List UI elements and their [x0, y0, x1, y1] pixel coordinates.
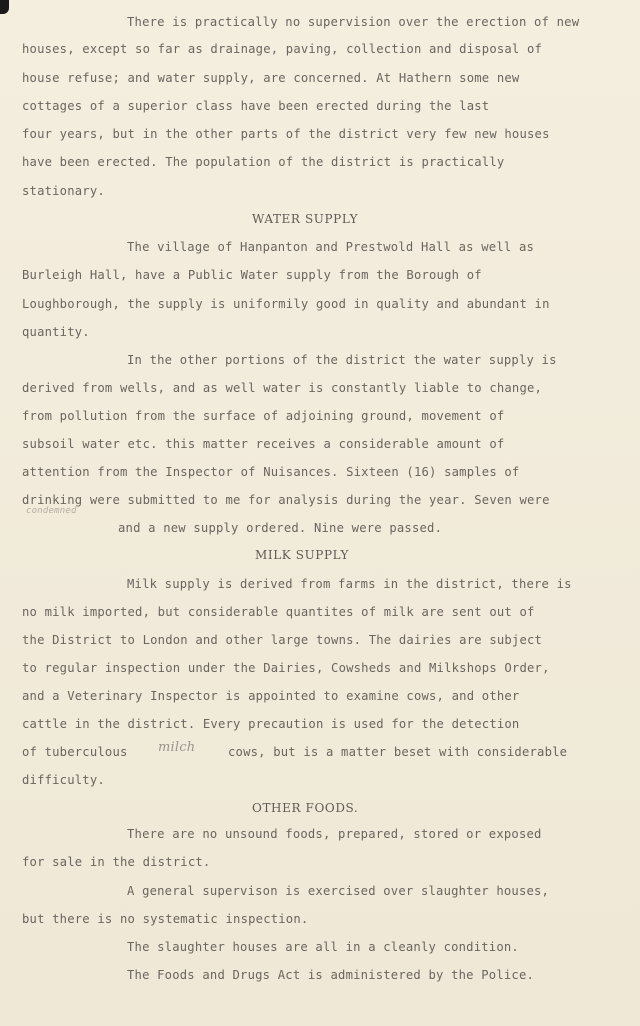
paragraph-1-line-3: house refuse; and water supply, are concerned. At Hathern some new [22, 71, 520, 85]
other-foods-heading: OTHER FOODS. [252, 801, 359, 815]
paragraph-1-line-7: stationary. [22, 184, 105, 198]
paragraph-3-line-1: In the other portions of the district the water supply is [127, 353, 557, 367]
paragraph-2-line-3: Loughborough, the supply is uniformily good in quality and abundant in [22, 297, 550, 311]
paragraph-5-line-1: There are no unsound foods, prepared, stored or exposed [127, 827, 542, 841]
water-supply-heading: WATER SUPPLY [252, 212, 359, 226]
paragraph-2-line-1: The village of Hanpanton and Prestwold Hall as well as [127, 240, 535, 254]
paragraph-3-line-5: attention from the Inspector of Nuisances. Sixteen (16) samples of [22, 465, 520, 479]
paragraph-4-line-2: no milk imported, but considerable quantites of milk are sent out of [22, 605, 535, 619]
paragraph-3-line-2: derived from wells, and as well water is constantly liable to change, [22, 381, 543, 395]
paragraph-4-line-3: the District to London and other large towns. The dairies are subject [22, 633, 543, 647]
paragraph-5-line-2: for sale in the district. [22, 855, 211, 869]
paragraph-6-line-1: A general supervison is exercised over slaughter houses, [127, 884, 550, 898]
paragraph-4-line-1: Milk supply is derived from farms in the district, there is [127, 577, 572, 591]
paragraph-1-line-5: four years, but in the other parts of the district very few new houses [22, 127, 550, 141]
handwritten-insertion: milch [158, 740, 196, 755]
paragraph-7-line-2: The Foods and Drugs Act is administered by the Police. [127, 968, 535, 982]
paragraph-2-line-4: quantity. [22, 325, 90, 339]
paragraph-7-line-1: The slaughter houses are all in a cleanly condition. [127, 940, 519, 954]
paragraph-4-line-6: cattle in the district. Every precaution is used for the detection [22, 717, 520, 731]
paragraph-3-line-6: drinking were submitted to me for analysis during the year. Seven were [22, 493, 550, 507]
paragraph-6-line-2: but there is no systematic inspection. [22, 912, 309, 926]
paragraph-3-line-7: and a new supply ordered. Nine were passed. [118, 521, 443, 535]
paragraph-2-line-2: Burleigh Hall, have a Public Water supply from the Borough of [22, 268, 482, 282]
paragraph-4-line-4: to regular inspection under the Dairies, Cowsheds and Milkshops Order, [22, 661, 550, 675]
faded-margin-note: condemned [26, 506, 77, 516]
paragraph-4-line-8: difficulty. [22, 773, 105, 787]
paragraph-3-line-3: from pollution from the surface of adjoining ground, movement of [22, 409, 505, 423]
milk-supply-heading: MILK SUPPLY [255, 548, 349, 562]
paragraph-4-line-5: and a Veterinary Inspector is appointed to examine cows, and other [22, 689, 520, 703]
paragraph-4-line-7b: cows, but is a matter beset with considerable [228, 745, 568, 759]
paragraph-1-line-4: cottages of a superior class have been erected during the last [22, 99, 490, 113]
paragraph-1-line-1: There is practically no supervision over the erection of new [127, 15, 580, 29]
paragraph-4-line-7a: of tuberculous [22, 745, 128, 759]
paragraph-1-line-6: have been erected. The population of the district is practically [22, 155, 505, 169]
page-corner-mark [0, 0, 9, 14]
paragraph-3-line-4: subsoil water etc. this matter receives a considerable amount of [22, 437, 505, 451]
paragraph-1-line-2: houses, except so far as drainage, paving, collection and disposal of [22, 42, 543, 56]
